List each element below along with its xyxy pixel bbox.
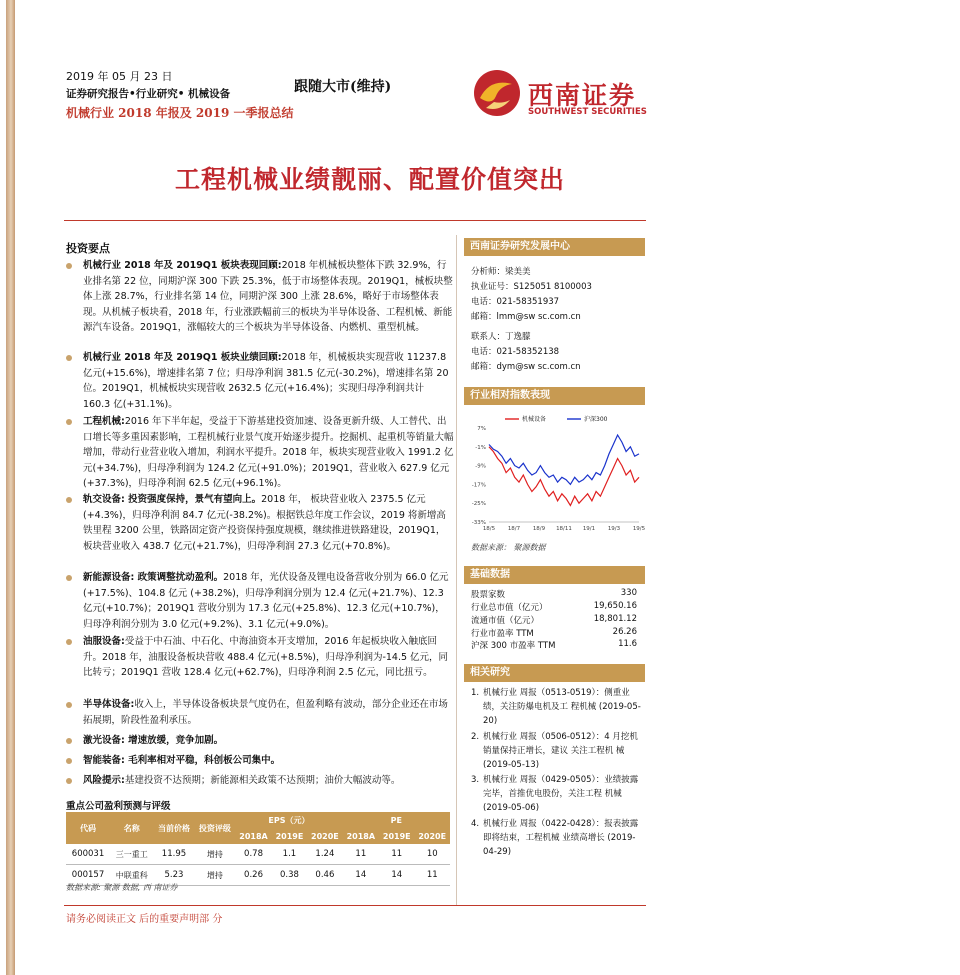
report-title: 工程机械业绩靓丽、配置价值突出 <box>174 165 565 194</box>
bullet-2: 机械行业 2018 年及 2019Q1 板块业绩回顾:2018 年，机械板块实现营收 11237.8 亿元(+15.6%)，增速排名第 7 位；归母净利润 381.5 亿元(-30.2%)，增速排名第 20 位。2019Q1，机械板块实现营收 2632.5 亿元(+16.4%)；实现归母净利润共计 160.3 亿(+31.1%)。 <box>66 350 454 412</box>
cell-price: 5.23 <box>154 865 195 886</box>
contact-email: 邮箱：dym@sw sc.com.cn <box>471 362 581 372</box>
title-divider <box>64 220 646 221</box>
bullet-1: 机械行业 2018 年及 2019Q1 板块表现回顾:2018 年机械板块整体下跌 32.9%，行业排名第 22 位，同期沪深 300 下跌 25.3%，低于市场整体表现。2019Q1，械板块整体上涨 28.7%，行业排名第 14 位，同期沪深 300 上涨 28.6%，略好于市场整体表现。从机械子板块看，2018 年，行业涨跌幅前三的板块为半导体设备、工程机械、新能源汽车设备。2019Q1，涨幅较大的三个板块为半导体设备、内燃机、重型机械。 <box>66 258 454 336</box>
analyst-name: 分析师：梁美美 <box>471 267 531 277</box>
table-row <box>66 844 450 865</box>
y-tick-label: -1% <box>475 444 486 451</box>
analyst-phone: 电话：021-58351937 <box>471 297 560 307</box>
legend-label: 沪深300 <box>584 416 608 423</box>
basic-row: 流通市值（亿元） 18,801.12 <box>471 614 637 626</box>
report-date: 2019 年 05 月 23 日 <box>66 70 173 83</box>
analyst-license: 执业证号：S125051 8100003 <box>471 282 592 292</box>
cell-pe: 14 <box>343 865 379 886</box>
legend-label: 机械设备 <box>522 416 547 423</box>
cell-pe: 11 <box>379 844 414 865</box>
invest-heading: 投资要点 <box>66 242 110 255</box>
relative-index-chart <box>463 410 645 540</box>
cell-rating: 增持 <box>194 844 235 865</box>
bullet-4: 轨交设备: 投资强度保持，景气有望向上。2018 年， 板块营业收入 2375.5 亿元(+4.3%)，归母净利润 84.7 亿元(-38.2%)。根据铁总年度工作会议，2019 将新增高铁里程 3200 公里，铁路固定资产投资保持强度规模，继续推进铁路建设，2019Q1，板块营业收入 438.7 亿元(+21.7%)，归母净利润 27.3 亿元(+70.8%)。 <box>66 492 454 554</box>
basic-row: 沪深 300 市盈率 TTM 11.6 <box>471 639 637 651</box>
research-center-heading: 西南证券研究发展中心 <box>464 238 645 256</box>
bullet-3: 工程机械:2016 年下半年起，受益于下游基建投资加速、设备更新升级、人工替代、出口增长等多重因素影响，工程机械行业景气度开始逐步提升。挖掘机、起重机等销量大幅增加，带动行业营业收入增加，利润水平提升。2018 年，板块实现营业收入 1991.2 亿元(+34.7%)，归母净利润为 124.2 亿元(+91.0%)；2019Q1，营业收入 627.9 亿元 (+37.3%)，归母净利润 62.5 亿元(+96.1%)。 <box>66 414 454 492</box>
x-tick-label: 19/3 <box>607 526 621 532</box>
bullet-6: 油服设备:受益于中石油、中石化、中海油资本开支增加，2016 年起板块收入触底回升。2018 年，油服设备板块营收 488.4 亿元(+8.5%)，归母净利润为-14.5 亿元，同比转亏；2019Q1 营收 128.4 亿元(+62.7%)，归母净利润 2.5 亿元，同比扭亏。 <box>66 634 454 681</box>
x-tick-label: 18/9 <box>532 526 546 532</box>
logo-emblem-icon <box>472 68 522 118</box>
table-title: 重点公司盈利预测与评级 <box>66 801 171 812</box>
y-tick-label: 7% <box>477 426 486 432</box>
x-tick-label: 18/7 <box>507 526 521 532</box>
basic-row: 股票家数 330 <box>471 588 637 600</box>
th-year: 2018A <box>235 828 271 844</box>
th-year: 2020E <box>307 828 342 844</box>
cell-name: 中联重科 <box>110 865 153 886</box>
y-tick-label: -25% <box>471 501 486 508</box>
contact-info <box>471 330 581 375</box>
cell-price: 11.95 <box>154 844 195 865</box>
related-item[interactable]: 4. 机械行业 周报（0422-0428）：报表披露即将结束，工程机械 业绩高增长 (2019-04-29) <box>471 819 639 857</box>
x-tick-label: 18/5 <box>482 526 496 532</box>
x-tick-label: 19/5 <box>632 526 645 532</box>
cell-pe: 11 <box>343 844 379 865</box>
chart-heading: 行业相对指数表现 <box>464 387 645 405</box>
th-year: 2020E <box>414 828 450 844</box>
contact-name: 联系人：丁逸朦 <box>471 332 531 342</box>
footer-disclaimer: 请务必阅读正文 后的重要声明部 分 <box>66 914 223 925</box>
cell-code: 000157 <box>66 865 110 886</box>
cell-name: 三一重工 <box>110 844 153 865</box>
chart-source: 数据来源： 聚源数据 <box>471 543 546 552</box>
bullet-8: 激光设备: 增速放缓，竞争加剧。 <box>66 733 454 749</box>
cell-pe: 14 <box>379 865 414 886</box>
th-name: 名称 <box>110 812 153 844</box>
th-code: 代码 <box>66 812 110 844</box>
logo-text-en: SOUTHWEST SECURITIES <box>528 107 647 117</box>
y-tick-label: -17% <box>471 482 486 489</box>
bullet-7: 半导体设备:收入上，半导体设备板块景气度仍在，但盈利略有波动，部分企业还在市场拓展期，阶段性盈利承压。 <box>66 697 454 728</box>
th-rating: 投资评级 <box>194 812 235 844</box>
rating-label: 跟随大市(维持) <box>294 79 392 95</box>
cell-code: 600031 <box>66 844 110 865</box>
table-source: 数据来源: 聚源 数据, 西 南证券 <box>66 883 178 892</box>
cell-eps: 0.38 <box>272 865 307 886</box>
contact-phone: 电话：021-58352138 <box>471 347 560 357</box>
report-subtitle: 机械行业 2018 年报及 2019 一季报总结 <box>66 106 294 120</box>
th-year: 2018A <box>343 828 379 844</box>
related-item[interactable]: 1. 机械行业 周报（0513-0519）：侧重业绩，关注防爆电机及工 程机械 (2019-05-20) <box>471 688 641 726</box>
th-pe: PE <box>343 812 450 828</box>
bullet-9: 智能装备: 毛利率相对平稳，科创板公司集中。 <box>66 753 454 769</box>
column-divider <box>456 235 457 905</box>
basic-data-heading: 基础数据 <box>464 566 645 584</box>
cell-eps: 1.1 <box>272 844 307 865</box>
th-year: 2019E <box>272 828 307 844</box>
th-eps: EPS（元） <box>235 812 342 828</box>
cell-eps: 0.78 <box>235 844 271 865</box>
cell-eps: 0.26 <box>235 865 271 886</box>
cell-eps: 1.24 <box>307 844 342 865</box>
y-tick-label: -9% <box>475 463 486 470</box>
page-edge-bar <box>6 0 15 975</box>
cell-rating: 增持 <box>194 865 235 886</box>
company-logo <box>470 66 650 126</box>
bullet-5: 新能源设备: 政策调整扰动盈利。2018 年，光伏设备及锂电设备营收分别为 66.0 亿元(+17.5%)、104.8 亿元 (+38.2%)，归母净利润分别为 12.4 亿元(+21.7%)、12.3 亿元(+10.7%)；2019Q1 营收分别为 17.3 亿元(+25.8%)、12.3 亿元(+10.7%)，归母净利润分别为 3.0 亿元(+9.2%)、3.1 亿元(+9.0%)。 <box>66 570 454 632</box>
footer-divider <box>64 905 646 906</box>
basic-row: 行业市盈率 TTM 26.26 <box>471 627 637 639</box>
related-heading: 相关研究 <box>464 664 645 682</box>
related-item[interactable]: 2. 机械行业 周报（0506-0512）：4 月挖机销量保持正增长，建议 关注工程机 械 (2019-05-13) <box>471 732 638 770</box>
cell-pe: 11 <box>414 865 450 886</box>
basic-row: 行业总市值（亿元） 19,650.16 <box>471 601 637 613</box>
x-tick-label: 18/11 <box>556 526 572 532</box>
cell-pe: 10 <box>414 844 450 865</box>
logo-text-cn: 西南证券 <box>528 81 637 110</box>
th-year: 2019E <box>379 828 414 844</box>
analyst-info <box>471 265 592 325</box>
x-tick-label: 19/1 <box>582 526 596 532</box>
series-line-1 <box>489 447 639 506</box>
analyst-email: 邮箱：lmm@sw sc.com.cn <box>471 312 581 322</box>
related-item[interactable]: 3. 机械行业 周报（0429-0505）：业绩披露完毕，首推优电股份，关注工程 机械 (2019-05-06) <box>471 775 639 813</box>
bullet-10: 风险提示:基建投资不达预期；新能源相关政策不达预期；油价大幅波动等。 <box>66 773 454 789</box>
cell-eps: 0.46 <box>307 865 342 886</box>
y-tick-label: -33% <box>471 520 486 526</box>
th-price: 当前价格 <box>154 812 195 844</box>
report-type: 证券研究报告•行业研究• 机械设备 <box>66 88 231 100</box>
forecast-table <box>66 812 450 886</box>
